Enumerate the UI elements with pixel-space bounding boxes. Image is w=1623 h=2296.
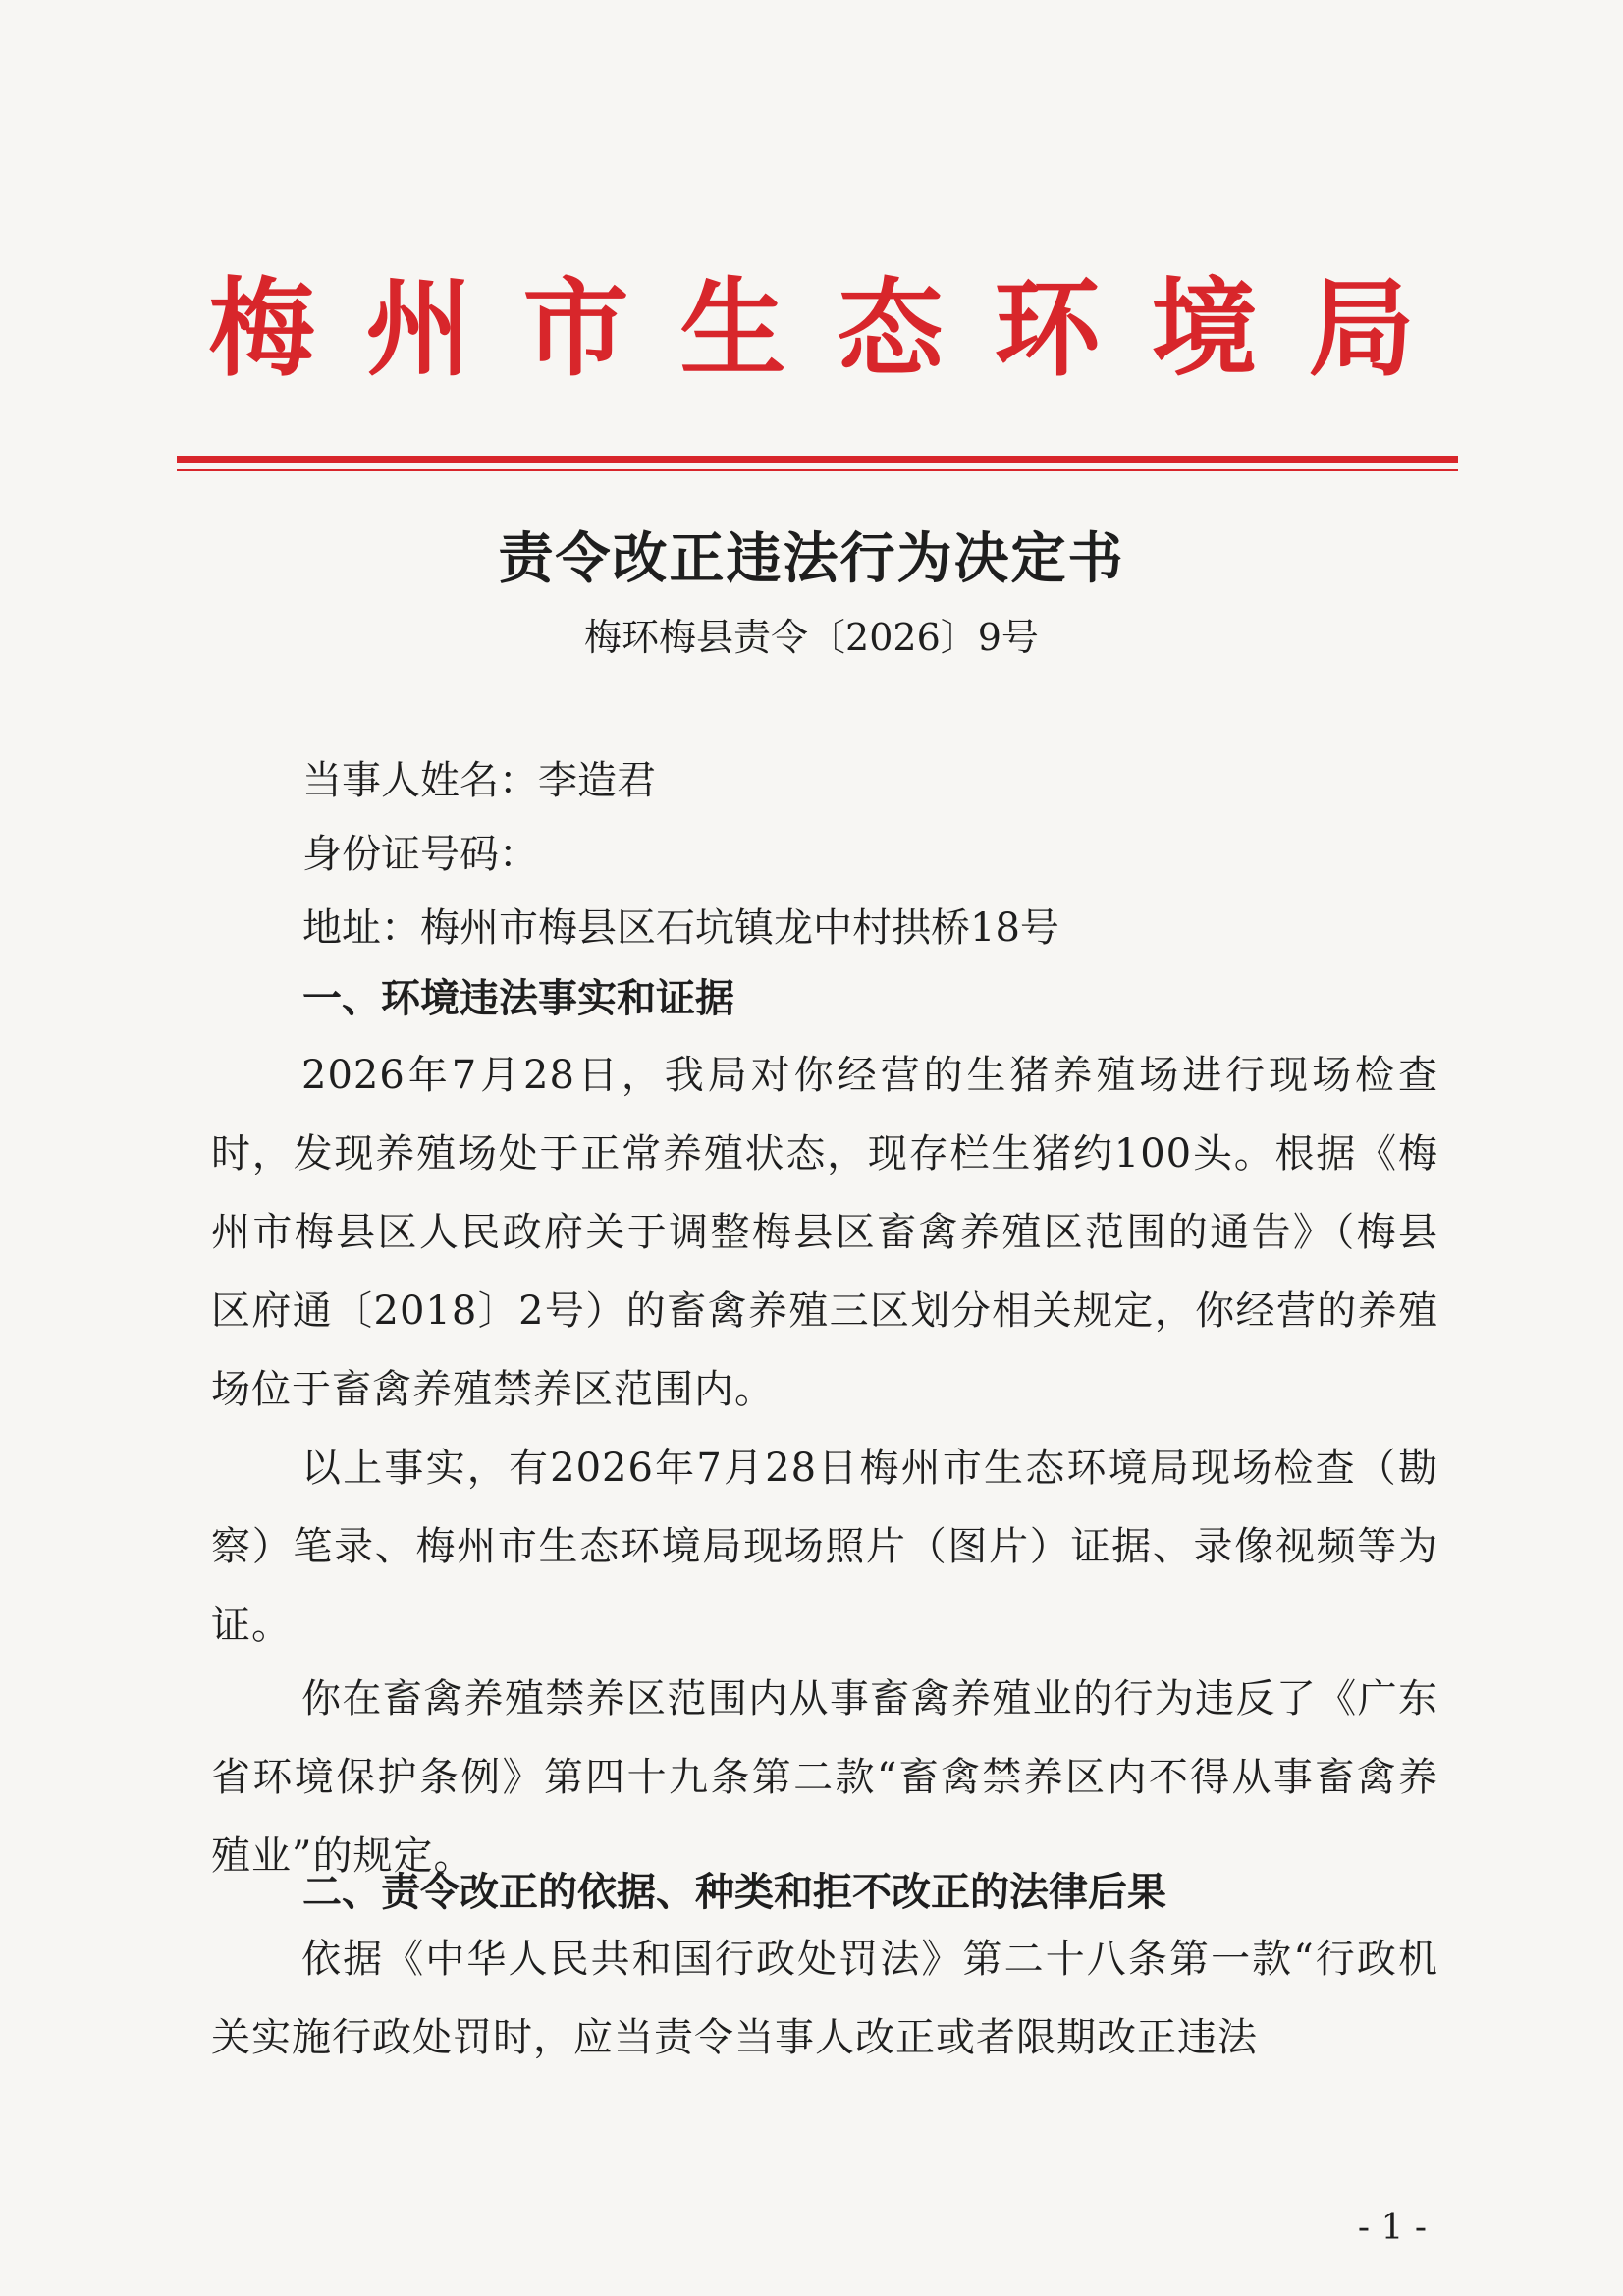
party-address-row bbox=[302, 899, 1059, 957]
section2-paragraph-1: 依据《中华人民共和国行政处罚法》第二十八条第一款“行政机关实施行政处罚时，应当责令当事人改正或者限期改正违法 bbox=[211, 1937, 1438, 2060]
red-rule-thick bbox=[177, 456, 1458, 463]
party-id-label: 身份证号码： bbox=[302, 832, 538, 877]
section2-heading: 二、责令改正的依据、种类和拒不改正的法律后果 bbox=[302, 1870, 1166, 1915]
section1-heading: 一、环境违法事实和证据 bbox=[302, 976, 734, 1021]
party-name-row bbox=[302, 751, 656, 810]
section1-paragraph-3: 你在畜禽养殖禁养区范围内从事畜禽养殖业的行为违反了《广东省环境保护条例》第四十九条第二款“畜禽禁养区内不得从事畜禽养殖业”的规定。 bbox=[211, 1676, 1438, 1879]
party-id-row bbox=[302, 825, 538, 884]
document-title: 责令改正违法行为决定书 bbox=[498, 526, 1125, 591]
agency-header: 梅州市生态环境局 bbox=[208, 267, 1466, 391]
page-number: - 1 - bbox=[1357, 2208, 1427, 2248]
red-rule-thin bbox=[177, 469, 1458, 471]
party-name-value: 李造君 bbox=[538, 758, 656, 803]
party-address-label: 地址： bbox=[302, 905, 420, 951]
document-number: 梅环梅县责令〔2026〕9号 bbox=[584, 616, 1039, 659]
party-address-value: 梅州市梅县区石坑镇龙中村拱桥18号 bbox=[420, 905, 1059, 951]
section1-paragraph-1: 2026年7月28日，我局对你经营的生猪养殖场进行现场检查时，发现养殖场处于正常养殖状态，现存栏生猪约100头。根据《梅州市梅县区人民政府关于调整梅县区畜禽养殖区范围的通告》（梅县区府通〔2018〕2号）的畜禽养殖三区划分相关规定，你经营的养殖场位于畜禽养殖禁养区范围内。 bbox=[211, 1053, 1438, 1412]
section1-paragraph-2: 以上事实，有2026年7月28日梅州市生态环境局现场检查（勘察）笔录、梅州市生态环境局现场照片（图片）证据、录像视频等为证。 bbox=[211, 1446, 1438, 1648]
party-name-label: 当事人姓名： bbox=[302, 758, 538, 803]
